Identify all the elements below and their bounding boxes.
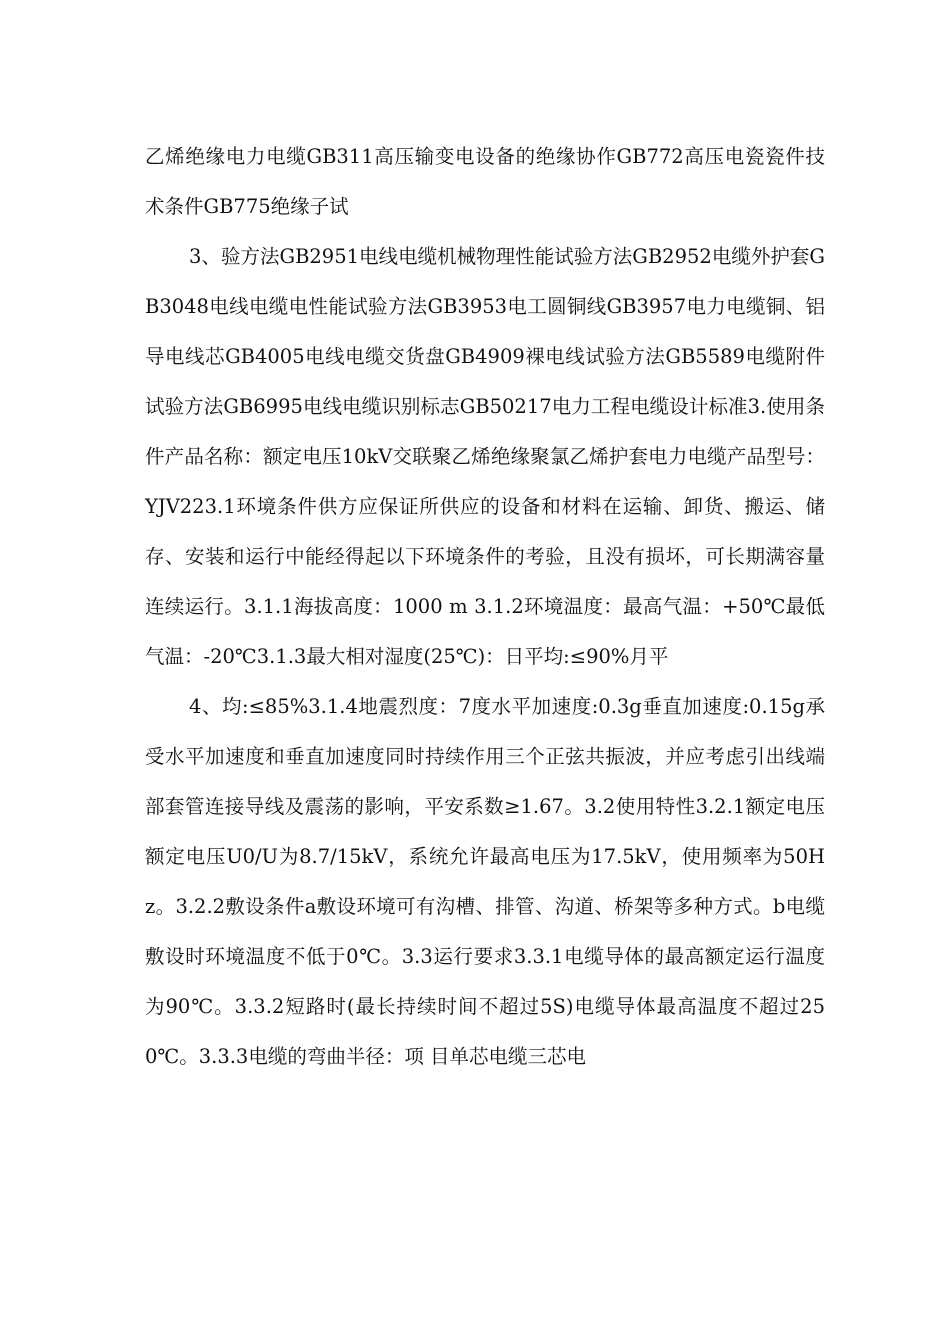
paragraph-section-4: 4、均:≤85%3.1.4地震烈度：7度水平加速度:0.3g垂直加速度:0.15g承受水平加速度和垂直加速度同时持续作用三个正弦共振波，并应考虑引出线端部套管连接导线及震荡的影响，平安系数≥1.67。3.2使用特性3.2.1额定电压额定电压U0/U为8.7/15kV，系统允许最高电压为17.5kV，使用频率为50Hz。3.2.2敷设条件a敷设环境可有沟槽、排管、沟道、桥架等多种方式。b电缆敷设时环境温度不低于0℃。3.3运行要求3.3.1电缆导体的最高额定运行温度为90℃。3.3.2短路时(最长持续时间不超过5S)电缆导体最高温度不超过250℃。3.3.3电缆的弯曲半径：项 目单芯电缆三芯电	[145, 695, 825, 1068]
document-body	[145, 132, 825, 1082]
paragraph-section-3: 3、验方法GB2951电线电缆机械物理性能试验方法GB2952电缆外护套GB3048电线电缆电性能试验方法GB3953电工圆铜线GB3957电力电缆铜、铝导电线芯GB4005电线电缆交货盘GB4909裸电线试验方法GB5589电缆附件试验方法GB6995电线电缆识别标志GB50217电力工程电缆设计标准3.使用条件产品名称：额定电压10kV交联聚乙烯绝缘聚氯乙烯护套电力电缆产品型号：YJV223.1环境条件供方应保证所供应的设备和材料在运输、卸货、搬运、储存、安装和运行中能经得起以下环境条件的考验，且没有损坏，可长期满容量连续运行。3.1.1海拔高度：1000 m 3.1.2环境温度：最高气温：+50℃最低气温：-20℃3.1.3最大相对湿度(25℃)：日平均:≤90%月平	[145, 245, 825, 668]
paragraph-continuation: 乙烯绝缘电力电缆GB311高压输变电设备的绝缘协作GB772高压电瓷瓷件技术条件GB775绝缘子试	[145, 145, 825, 218]
